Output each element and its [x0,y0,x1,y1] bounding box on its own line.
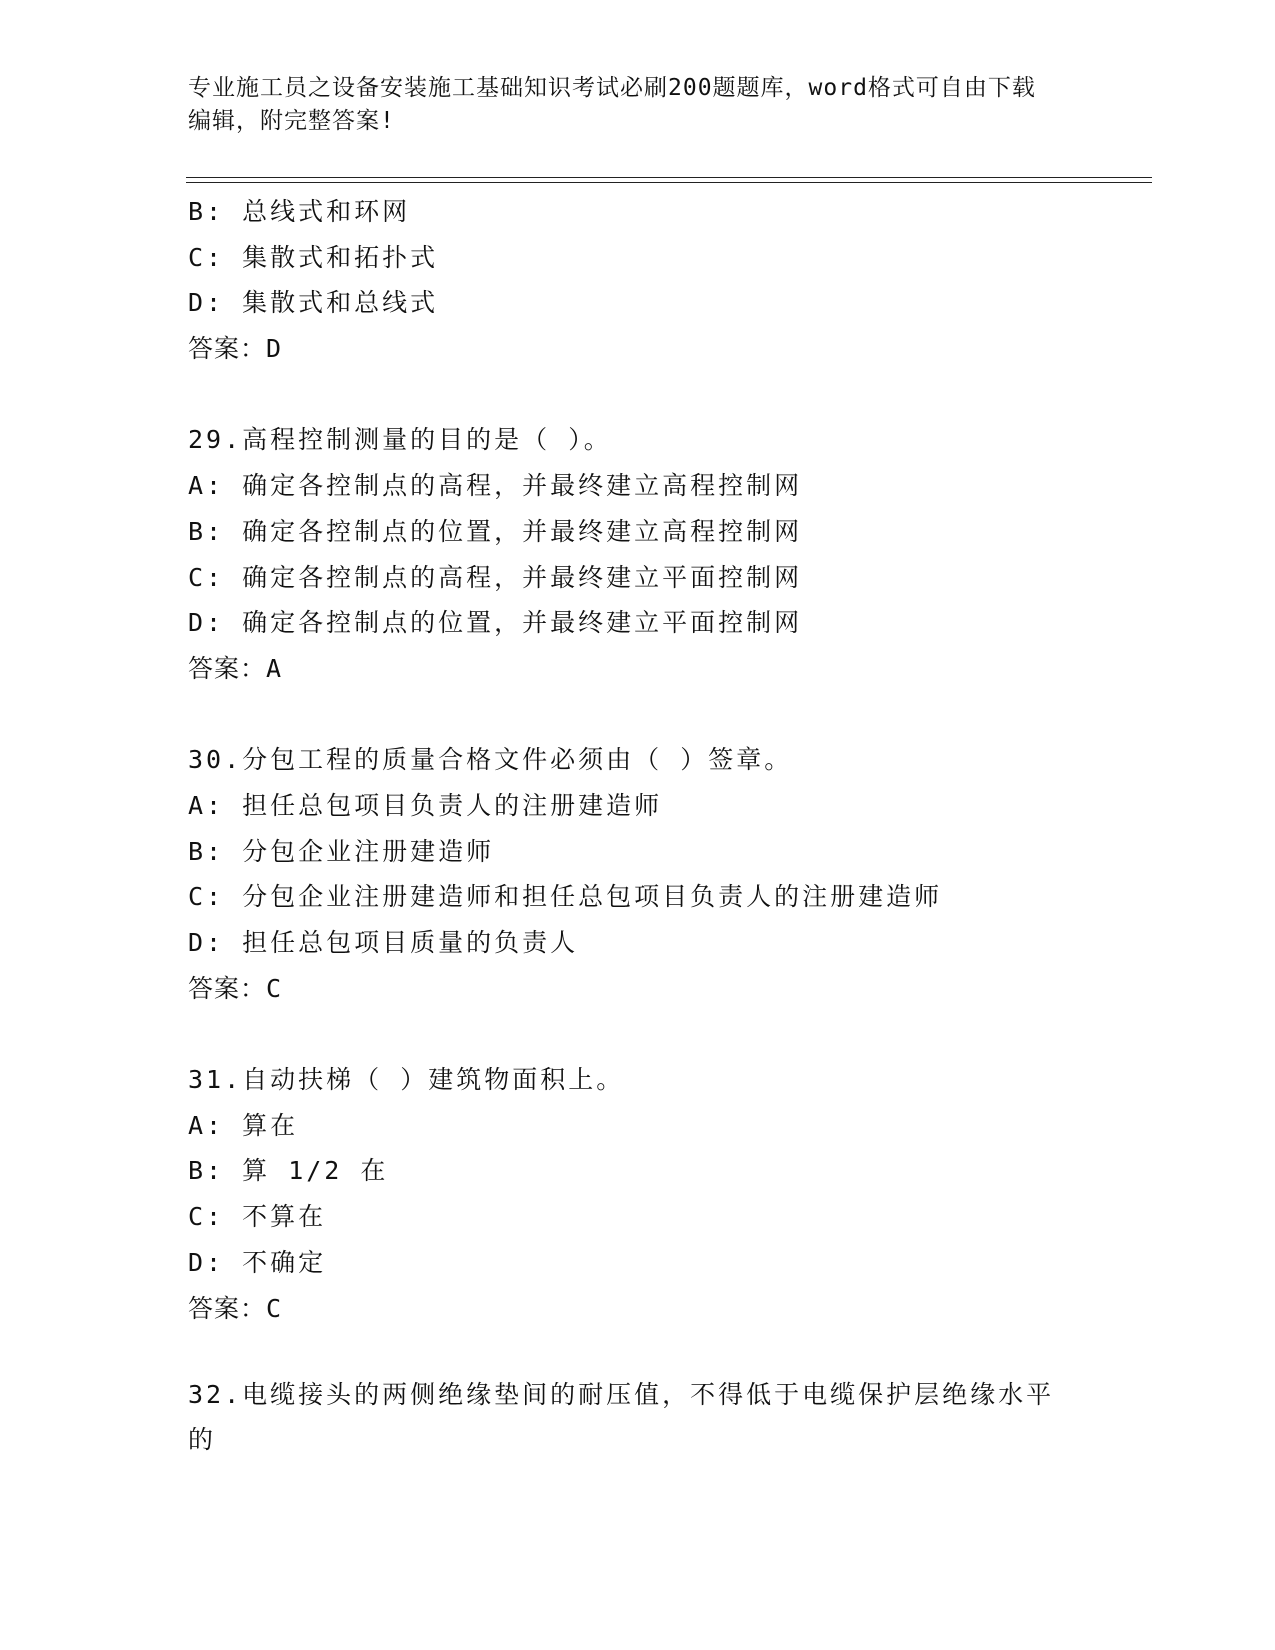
header-divider-top [186,177,1152,178]
q29-question: 29.高程控制测量的目的是（ ）。 [188,425,612,455]
question-list [188,189,1148,1331]
q31-option-c: C: 不算在 [188,1202,327,1232]
q29-option-d: D: 确定各控制点的位置，并最终建立平面控制网 [188,608,803,638]
q29-option-b: B: 确定各控制点的位置，并最终建立高程控制网 [188,516,803,546]
q30-option-c: C: 分包企业注册建造师和担任总包项目负责人的注册建造师 [188,882,943,912]
header-line-1: 专业施工员之设备安装施工基础知识考试必刷200题题库，word格式可自由下载 [188,75,1036,101]
q32-question-line-1: 32.电缆接头的两侧绝缘垫间的耐压值，不得低于电缆保护层绝缘水平 [188,1380,1055,1409]
q28-option-b: B: 总线式和环网 [188,197,411,226]
q29-answer: 答案：A [188,653,283,683]
q28-answer: 答案：D [188,334,283,364]
q29-option-c: C: 确定各控制点的高程，并最终建立平面控制网 [188,562,803,592]
spacer [188,372,1148,418]
q31-question: 31.自动扶梯（ ）建筑物面积上。 [188,1065,625,1095]
q30-answer: 答案：C [188,973,283,1003]
q29-option-a: A: 确定各控制点的高程，并最终建立高程控制网 [188,471,803,501]
q30-question: 30.分包工程的质量合格文件必须由（ ）签章。 [188,745,793,775]
q31-answer: 答案：C [188,1293,283,1323]
header-divider-bottom [186,182,1152,183]
q30-option-b: B: 分包企业注册建造师 [188,836,495,866]
q31-option-b: B: 算 1/2 在 [188,1156,389,1186]
q32-question-line-2: 的 [188,1425,217,1454]
spacer [188,692,1148,738]
q28-option-c: C: 集散式和拓扑式 [188,242,439,272]
q31-option-d: D: 不确定 [188,1247,327,1277]
q31-option-a: A: 算在 [188,1110,299,1140]
q28-option-d: D: 集散式和总线式 [188,288,439,318]
q30-option-a: A: 担任总包项目负责人的注册建造师 [188,790,663,820]
document-header [188,72,1088,138]
header-line-2: 编辑，附完整答案! [188,108,395,134]
q30-option-d: D: 担任总包项目质量的负责人 [188,928,579,957]
q32-question [188,1372,1088,1462]
spacer [188,1011,1148,1057]
